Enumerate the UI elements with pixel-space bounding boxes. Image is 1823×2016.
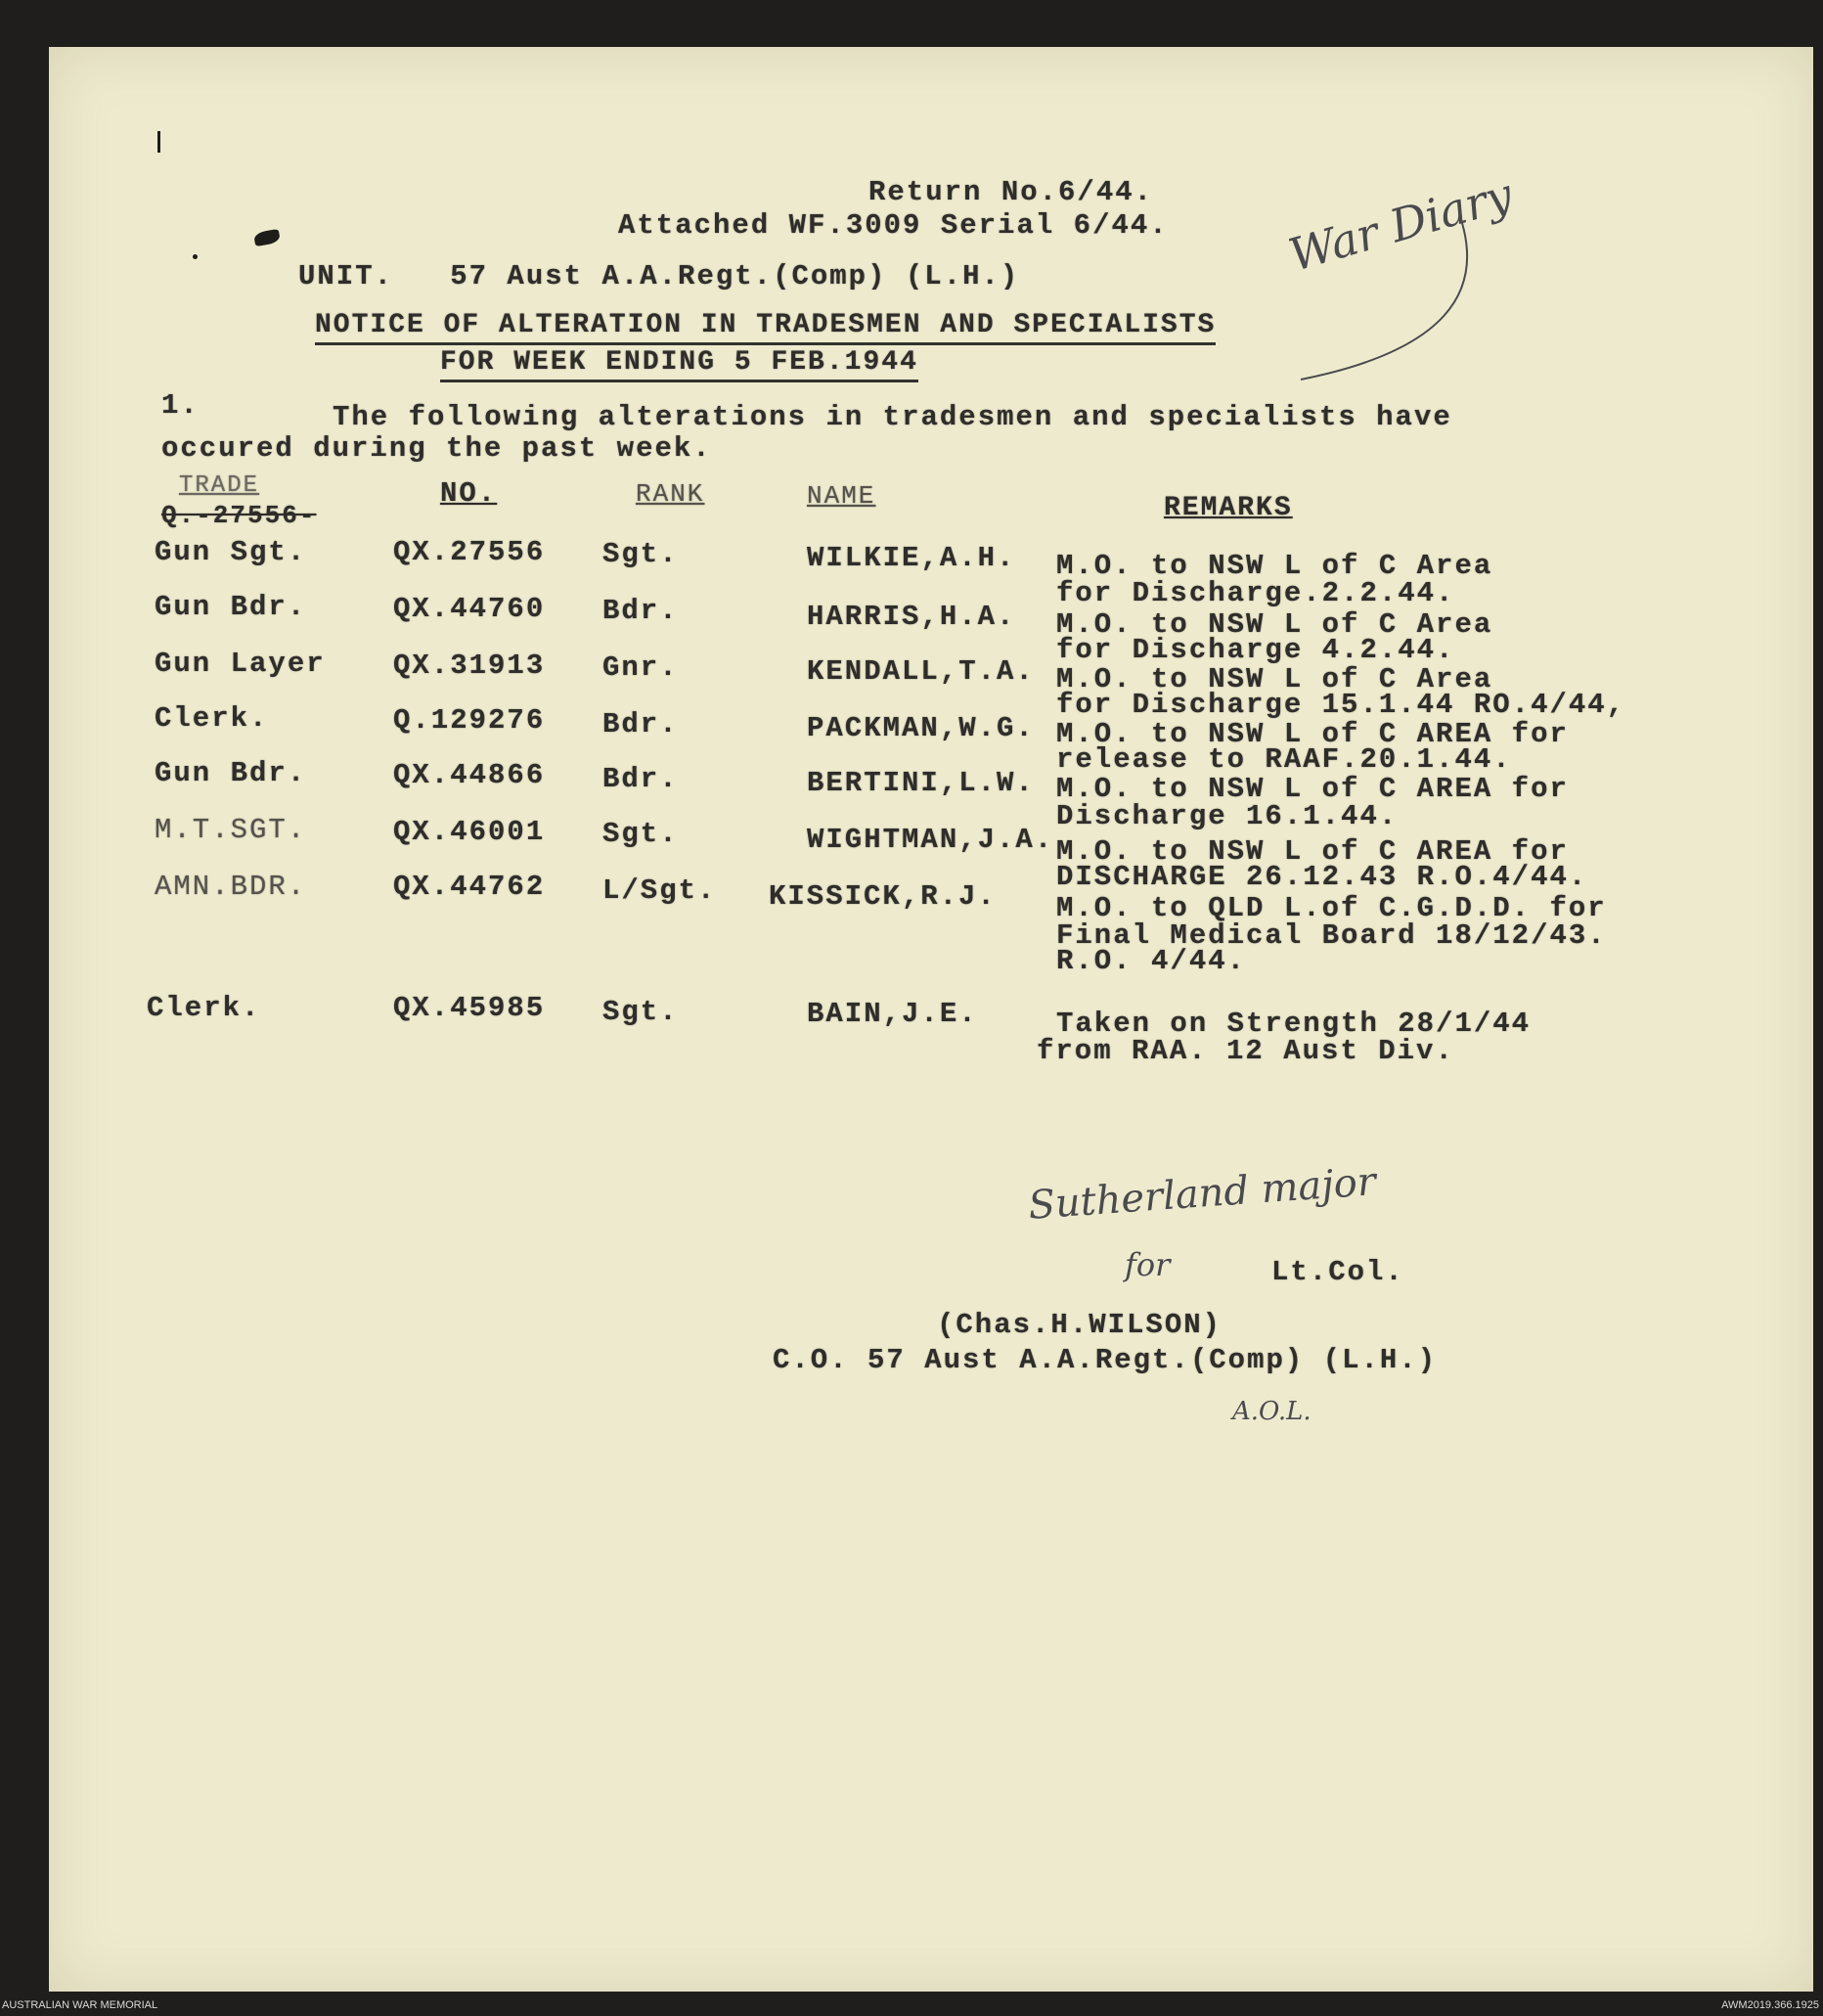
- table-cell-name: WIGHTMAN,J.A.: [807, 824, 1054, 856]
- table-cell-rank: L/Sgt.: [602, 874, 717, 907]
- table-cell-name: KISSICK,R.J.: [769, 880, 997, 913]
- table-cell-no: Q.129276: [393, 704, 546, 737]
- table-cell-remarks: Taken on Strength 28/1/44: [1056, 1008, 1532, 1040]
- table-cell-trade: Gun Layer: [155, 648, 326, 680]
- table-cell-remarks: Final Medical Board 18/12/43.: [1056, 919, 1607, 952]
- table-cell-remarks: M.O. to NSW L of C Area: [1056, 608, 1493, 641]
- table-cell-trade: Clerk.: [147, 992, 261, 1024]
- pencil-swoosh-icon: [1262, 203, 1487, 389]
- table-cell-remarks: release to RAAF.20.1.44.: [1056, 743, 1512, 776]
- table-cell-name: BERTINI,L.W.: [807, 767, 1035, 799]
- unit-line: UNIT. 57 Aust A.A.Regt.(Comp) (L.H.): [298, 260, 1020, 292]
- dot-mark: [193, 254, 198, 259]
- table-cell-remarks: Discharge 16.1.44.: [1056, 800, 1399, 832]
- table-cell-no: QX.31913: [393, 650, 546, 682]
- table-cell-trade: AMN.BDR.: [155, 871, 307, 903]
- table-cell-remarks: for Discharge.2.2.44.: [1056, 577, 1455, 609]
- punch-mark: [157, 131, 160, 153]
- return-number: Return No.6/44.: [868, 176, 1154, 208]
- table-cell-remarks: DISCHARGE 26.12.43 R.O.4/44.: [1056, 861, 1588, 893]
- handwritten-signature: Sutherland major: [1027, 1159, 1378, 1229]
- table-cell-remarks: M.O. to NSW L of C AREA for: [1056, 773, 1569, 805]
- table-cell-remarks: for Discharge 15.1.44 RO.4/44,: [1056, 689, 1626, 721]
- table-cell-trade: Gun Bdr.: [155, 591, 307, 623]
- table-cell-trade: Gun Bdr.: [155, 757, 307, 789]
- table-cell-remarks: M.O. to NSW L of C Area: [1056, 550, 1493, 582]
- attached-serial: Attached WF.3009 Serial 6/44.: [618, 209, 1169, 242]
- paragraph-line1: The following alterations in tradesmen and specialists have: [333, 401, 1452, 433]
- table-cell-rank: Sgt.: [602, 996, 679, 1028]
- table-cell-trade: Clerk.: [155, 702, 269, 735]
- initials-annotation: A.O.L.: [1232, 1397, 1312, 1426]
- table-cell-trade: Gun Sgt.: [155, 536, 307, 568]
- column-header-rank: RANK: [636, 479, 705, 509]
- notice-title-line1: NOTICE OF ALTERATION IN TRADESMEN AND SPECIALISTS: [315, 309, 1216, 345]
- signature-position: C.O. 57 Aust A.A.Regt.(Comp) (L.H.): [773, 1344, 1438, 1376]
- signature-rank: Lt.Col.: [1271, 1256, 1404, 1288]
- table-cell-name: WILKIE,A.H.: [807, 542, 1016, 574]
- table-cell-name: PACKMAN,W.G.: [807, 712, 1035, 744]
- table-cell-name: KENDALL,T.A.: [807, 655, 1035, 688]
- table-cell-no: QX.44760: [393, 593, 546, 625]
- table-cell-remarks: M.O. to NSW L of C AREA for: [1056, 718, 1569, 750]
- table-cell-rank: Sgt.: [602, 538, 679, 570]
- table-cell-rank: Bdr.: [602, 708, 679, 740]
- footer-left: AUSTRALIAN WAR MEMORIAL: [2, 1999, 158, 2011]
- table-cell-remarks: for Discharge 4.2.44.: [1056, 634, 1455, 666]
- signature-for: for: [1125, 1246, 1171, 1283]
- table-cell-rank: Gnr.: [602, 651, 679, 684]
- struck-text: Q.-27556-: [161, 501, 317, 530]
- table-cell-no: QX.46001: [393, 816, 546, 848]
- table-cell-remarks: M.O. to QLD L.of C.G.D.D. for: [1056, 892, 1607, 924]
- table-cell-rank: Sgt.: [602, 818, 679, 850]
- paragraph-number: 1.: [161, 389, 200, 422]
- table-cell-no: QX.27556: [393, 536, 546, 568]
- column-header-name: NAME: [807, 481, 876, 511]
- footer-right: AWM2019.366.1925: [1721, 1999, 1819, 2011]
- column-header-remarks: REMARKS: [1164, 493, 1293, 523]
- ink-blot: [253, 229, 281, 246]
- paragraph-line2: occured during the past week.: [161, 432, 712, 465]
- notice-title-line2: FOR WEEK ENDING 5 FEB.1944: [440, 346, 918, 382]
- table-cell-no: QX.45985: [393, 992, 546, 1024]
- table-cell-name: BAIN,J.E.: [807, 998, 978, 1030]
- table-cell-remarks: from RAA. 12 Aust Div.: [1037, 1035, 1454, 1067]
- table-cell-remarks: R.O. 4/44.: [1056, 945, 1247, 977]
- table-cell-rank: Bdr.: [602, 763, 679, 795]
- table-cell-remarks: M.O. to NSW L of C AREA for: [1056, 835, 1569, 868]
- war-diary-annotation: War Diary: [1283, 167, 1519, 282]
- table-cell-remarks: M.O. to NSW L of C Area: [1056, 663, 1493, 695]
- table-cell-rank: Bdr.: [602, 595, 679, 627]
- table-cell-name: HARRIS,H.A.: [807, 601, 1016, 633]
- signature-name: (Chas.H.WILSON): [937, 1309, 1223, 1341]
- table-cell-no: QX.44866: [393, 759, 546, 791]
- document-page: [49, 47, 1813, 1992]
- column-header-no: NO.: [440, 477, 498, 510]
- table-cell-trade: M.T.SGT.: [155, 814, 307, 846]
- column-header-trade: TRADE: [179, 472, 260, 499]
- table-cell-no: QX.44762: [393, 871, 546, 903]
